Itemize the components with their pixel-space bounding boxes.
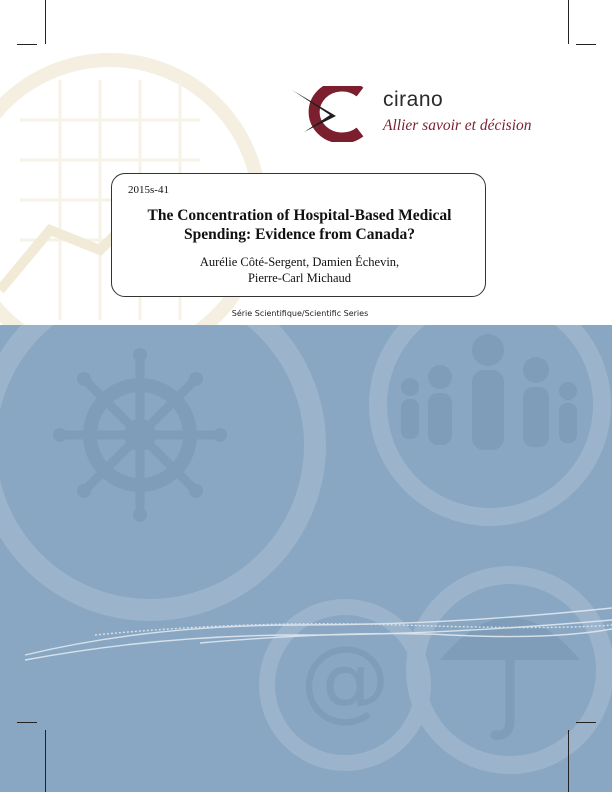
- people-group-icon: [378, 325, 602, 517]
- crop-mark: [17, 44, 37, 45]
- paper-title-line: The Concentration of Hospital-Based Medical: [147, 207, 452, 224]
- at-sign-icon: [267, 607, 423, 763]
- crop-mark: [17, 722, 37, 723]
- paper-title: [112, 206, 487, 244]
- paper-authors: [112, 254, 487, 286]
- svg-text:@: @: [300, 627, 390, 732]
- blue-banner: [0, 325, 612, 792]
- authors-line: Pierre-Carl Michaud: [247, 271, 352, 285]
- crop-mark: [45, 0, 46, 44]
- umbrella-icon: [415, 575, 605, 765]
- crop-mark: [576, 44, 596, 45]
- paper-number: 2015s-41: [128, 184, 169, 196]
- ship-wheel-icon: [0, 325, 315, 610]
- crop-mark: [568, 730, 569, 792]
- brand-name: cirano: [383, 88, 444, 111]
- paper-title-line: Spending: Evidence from Canada?: [184, 226, 415, 243]
- series-label: Série Scientifique/Scientific Series: [231, 309, 369, 318]
- crop-mark: [576, 722, 596, 723]
- crop-mark: [568, 0, 569, 44]
- banner-watermark: [0, 325, 612, 792]
- crop-mark: [45, 730, 46, 792]
- authors-line: Aurélie Côté-Sergent, Damien Échevin,: [199, 255, 400, 269]
- title-card: [111, 173, 486, 297]
- brand-tagline: Allier savoir et décision: [383, 117, 532, 134]
